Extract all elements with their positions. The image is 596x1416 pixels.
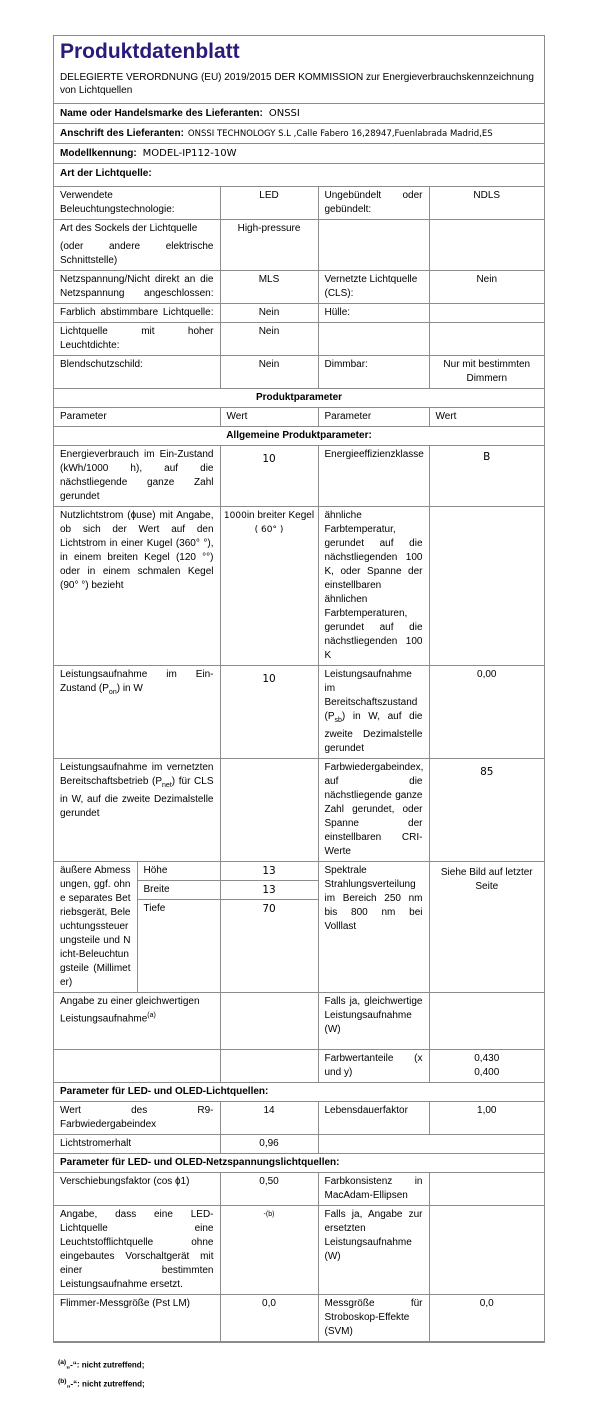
supplier-row <box>54 104 544 124</box>
high-luminance-label: Lichtquelle mit hoher Leuchtdichte: <box>54 323 220 356</box>
socket-value: High-pressure <box>220 220 318 271</box>
mains-label: Netzspannung/Nicht direkt an die Netzspannung angeschlossen: <box>54 271 220 304</box>
column-header-value-2: Wert <box>429 408 544 427</box>
table-row <box>54 759 544 862</box>
light-source-type-label: Art der Lichtquelle: <box>60 168 152 179</box>
table-row <box>54 304 544 323</box>
led-replacement-value: -(b) <box>220 1206 318 1295</box>
chromaticity-value <box>429 1050 544 1083</box>
table-row <box>54 187 544 220</box>
chromaticity-x: 0,430 <box>474 1053 500 1064</box>
model-label: Modellkennung: <box>60 148 137 159</box>
lumen-maintenance-value: 0,96 <box>220 1135 318 1154</box>
standby-power-value: 0,00 <box>429 666 544 759</box>
power-factor-value: 0,50 <box>220 1173 318 1206</box>
supplier-value: ONSSI <box>268 108 300 119</box>
cct-label: ähnliche Farbtemperatur, gerundet auf die nächstliegenden 100 K, oder Spanne der einstellbaren ähnlichen Farbtemperaturen, gerundet auf die nächstliegenden 100 K <box>318 507 429 666</box>
glare-label: Blendschutzschild: <box>54 356 220 389</box>
product-parameters-table <box>54 389 544 1342</box>
luminous-flux-value <box>220 507 318 666</box>
cri-label: Farbwiedergabeindex, auf die nächstliegende ganze Zahl gerundet, oder Spanne der einstellbaren CRI-Werte <box>318 759 429 862</box>
macadam-label: Farbkonsistenz in MacAdam-Ellipsen <box>318 1173 429 1206</box>
svm-value: 0,0 <box>429 1295 544 1342</box>
socket-label <box>54 220 220 271</box>
glare-value: Nein <box>220 356 318 389</box>
depth-label: Tiefe <box>137 900 220 993</box>
table-row <box>54 993 544 1050</box>
height-label: Höhe <box>137 862 220 881</box>
footnote-a: $^{(a)}$„-“: nicht zutreffend; <box>58 1359 145 1370</box>
table-row <box>54 427 544 446</box>
power-on-value: 10 <box>220 666 318 759</box>
energy-class-label: Energieeffizienzklasse <box>318 446 429 507</box>
column-header-parameter-2: Parameter <box>318 408 429 427</box>
table-row <box>54 446 544 507</box>
width-value: 13 <box>220 881 318 900</box>
table-row <box>54 1173 544 1206</box>
model-row <box>54 144 544 164</box>
spectral-distribution-label: Spektrale Strahlungsverteilung im Bereich 250 nm bis 800 nm bei Volllast <box>318 862 429 993</box>
width-label: Breite <box>137 881 220 900</box>
mains-value: MLS <box>220 271 318 304</box>
table-row <box>54 271 544 304</box>
replaced-power-label: Falls ja, Angabe zur ersetzten Leistungsaufnahme (W) <box>318 1206 429 1295</box>
table-row <box>54 220 544 271</box>
high-luminance-value: Nein <box>220 323 318 356</box>
ndls-value: NDLS <box>429 187 544 220</box>
power-on-label: Leistungsaufnahme im Ein-Zustand $(P_{on})$ in W <box>54 666 220 759</box>
chromaticity-label: Farbwertanteile (x und y) <box>318 1050 429 1083</box>
column-header-parameter: Parameter <box>54 408 220 427</box>
luminous-flux-angle: ( 60° ) <box>254 525 284 535</box>
footnotes <box>58 1355 145 1392</box>
model-value: MODEL-IP112-10W <box>142 148 237 159</box>
address-label: Anschrift des Lieferanten: <box>60 128 184 139</box>
height-value: 13 <box>220 862 318 881</box>
power-factor-label: Verschiebungsfaktor (cos ɸ1) <box>54 1173 220 1206</box>
address-value: ONSSI TECHNOLOGY S.L ,Calle Fabero 16,28947,Fuenlabrada Madrid,ES <box>187 129 493 139</box>
flicker-label: Flimmer-Messgröße (Pst LM) <box>54 1295 220 1342</box>
led-replacement-label: Angabe, dass eine LED-Lichtquelle eine Leuchtstofflichtquelle ohne eingebautes Vorschaltgerät mit einer bestimmten Leistungsaufnahme ersetzt. <box>54 1206 220 1295</box>
lumen-maintenance-label: Lichtstromerhalt <box>54 1135 220 1154</box>
table-row <box>54 1135 544 1154</box>
led-parameters-heading: Parameter für LED- und OLED-Lichtquellen: <box>54 1083 544 1102</box>
table-row <box>54 1102 544 1135</box>
flicker-value: 0,0 <box>220 1295 318 1342</box>
svm-label: Messgröße für Stroboskop-Effekte (SVM) <box>318 1295 429 1342</box>
energy-consumption-value: 10 <box>220 446 318 507</box>
color-tunable-value: Nein <box>220 304 318 323</box>
dimmable-value: Nur mit bestimmten Dimmern <box>429 356 544 389</box>
chromaticity-y: 0,400 <box>474 1067 500 1078</box>
equivalent-power-label: Angabe zu einer gleichwertigen Leistungsaufnahme$^{(a)}$ <box>54 993 220 1050</box>
address-row <box>54 124 544 144</box>
color-tunable-label: Farblich abstimmbare Lichtquelle: <box>54 304 220 323</box>
spectral-distribution-value: Siehe Bild auf letzter Seite <box>429 862 544 993</box>
ndls-label: Ungebündelt oder gebündelt: <box>318 187 429 220</box>
table-row <box>54 666 544 759</box>
table-row <box>54 323 544 356</box>
table-row <box>54 1295 544 1342</box>
table-header-row <box>54 408 544 427</box>
mains-parameters-heading: Parameter für LED- und OLED-Netzspannungslichtquellen: <box>54 1154 544 1173</box>
r9-value: 14 <box>220 1102 318 1135</box>
cri-value: 85 <box>429 759 544 862</box>
energy-class-value: B <box>429 446 544 507</box>
table-row <box>54 862 544 881</box>
table-row <box>54 1083 544 1102</box>
survival-factor-label: Lebensdauerfaktor <box>318 1102 429 1135</box>
table-row <box>54 389 544 408</box>
energy-consumption-label: Energieverbrauch im Ein-Zustand (kWh/1000 h), auf die nächstliegende ganze Zahl gerundet <box>54 446 220 507</box>
tech-label: Verwendete Beleuchtungstechnologie: <box>54 187 220 220</box>
footnote-b: $^{(b)}$„-“: nicht zutreffend; <box>58 1377 145 1389</box>
next-page-edge <box>58 1408 538 1416</box>
product-parameters-heading: Produktparameter <box>54 389 544 408</box>
cls-label: Vernetzte Lichtquelle (CLS): <box>318 271 429 304</box>
page-title: Produktdatenblatt <box>60 40 240 63</box>
luminous-flux-number: 1000 <box>223 511 247 521</box>
luminous-flux-label: Nutzlichtstrom (ɸuse) mit Angabe, ob sich der Wert auf den Lichtstrom in einer Kugel (360° °), in einem breiten Kegel (120 °°) oder in einem schmalen Kegel (90° °) bezieht <box>54 507 220 666</box>
socket-label-line1: Art des Sockels der Lichtquelle <box>60 223 198 234</box>
general-parameters-heading: Allgemeine Produktparameter: <box>54 427 544 446</box>
equivalent-power-yes-label: Falls ja, gleichwertige Leistungsaufnahme (W) <box>318 993 429 1050</box>
light-source-table <box>54 187 544 389</box>
table-row <box>54 507 544 666</box>
supplier-label: Name oder Handelsmarke des Lieferanten: <box>60 108 263 119</box>
dimensions-label: äußere Abmessungen, ggf. ohne separates Betriebsgerät, Beleuchtungssteuerungsteile und Nicht-Beleuchtungsteile (Millimeter) <box>54 862 137 993</box>
light-source-type-row <box>54 164 544 187</box>
table-row <box>54 356 544 389</box>
networked-standby-label: Leistungsaufnahme im vernetzten Bereitschaftsbetrieb $(P_{net})$ für CLS in W, auf die zweite Dezimalstelle gerundet <box>54 759 220 862</box>
dimmable-label: Dimmbar: <box>318 356 429 389</box>
standby-power-label: Leistungsaufnahme im Bereitschaftszustand $(P_{sb})$ in W, auf die zweite Dezimalstelle gerundet <box>318 666 429 759</box>
table-row <box>54 1206 544 1295</box>
r9-label: Wert des R9-Farbwiedergabeindex <box>54 1102 220 1135</box>
column-header-value: Wert <box>220 408 318 427</box>
tech-value: LED <box>220 187 318 220</box>
product-data-sheet <box>53 35 545 1343</box>
table-row <box>54 1050 544 1083</box>
survival-factor-value: 1,00 <box>429 1102 544 1135</box>
envelope-label: Hülle: <box>318 304 429 323</box>
socket-label-line2: (oder andere elektrische Schnittstelle) <box>60 241 214 266</box>
regulation-text: DELEGIERTE VERORDNUNG (EU) 2019/2015 DER KOMMISSION zur Energieverbrauchskennzeichnung von Lichtquellen <box>54 68 544 104</box>
cls-value: Nein <box>429 271 544 304</box>
table-row <box>54 1154 544 1173</box>
depth-value: 70 <box>220 900 318 993</box>
luminous-flux-cone: in breiter Kegel <box>246 510 315 521</box>
